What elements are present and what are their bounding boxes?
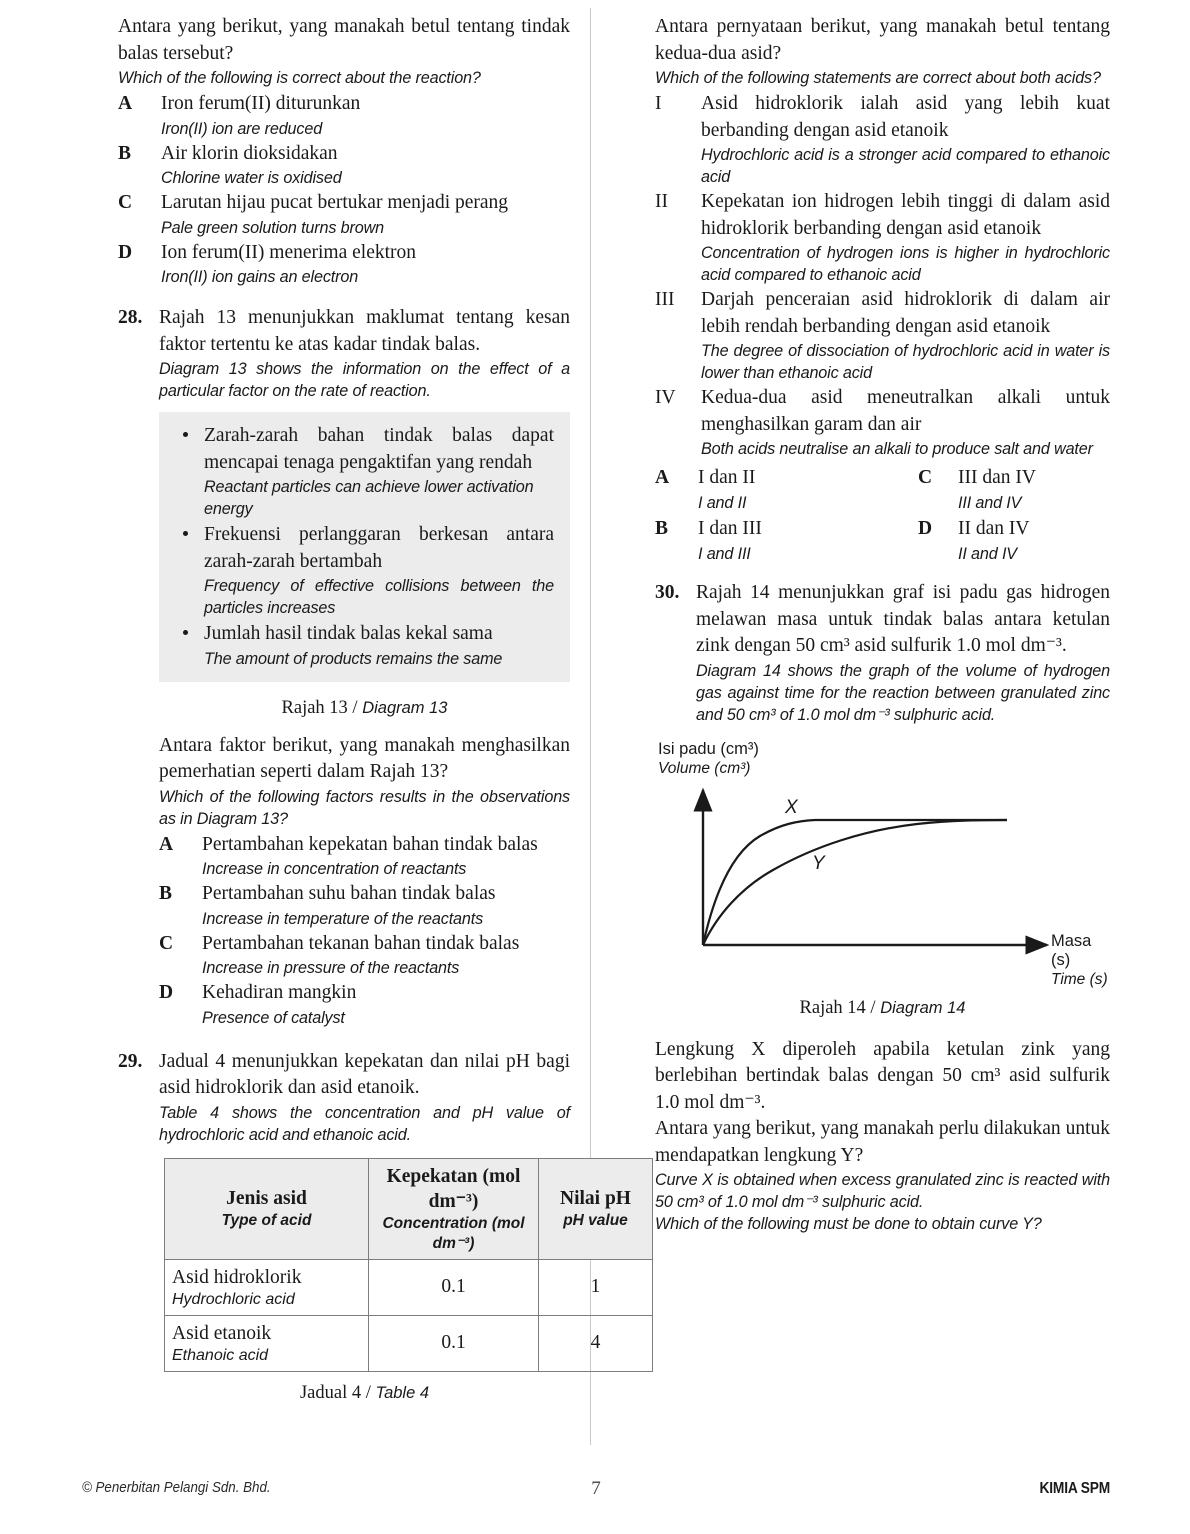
- diagram-13-bullet: [175, 423, 554, 520]
- table-4-caption: [159, 1383, 570, 1404]
- statement-ii-en: Concentration of hydrogen ions is higher in hydrochloric acid compared to ethanoic acid: [701, 244, 1110, 284]
- q30-body-en-2: Which of the following must be done to obtain curve Y?: [655, 1215, 1042, 1233]
- q29-stem-en: Which of the following statements are correct about both acids?: [655, 69, 1101, 87]
- y-axis-label-en: Volume (cm³): [658, 759, 751, 777]
- option-a[interactable]: [118, 91, 570, 140]
- option-b-label: B: [118, 142, 132, 164]
- header-ph-value-en: pH value: [563, 1212, 628, 1229]
- q28-stem-my: Antara faktor berikut, yang manakah menghasilkan pemerhatian seperti dalam Rajah 13?: [159, 734, 570, 782]
- statement-iv-en: Both acids neutralise an alkali to produce salt and water: [701, 440, 1093, 458]
- option-c[interactable]: [118, 190, 570, 239]
- option-b-label: B: [159, 883, 173, 904]
- bullet-2-my: Frekuensi perlanggaran berkesan antara zarah-zarah bertambah: [204, 524, 554, 572]
- q29-intro-my: Jadual 4 menunjukkan kepekatan dan nilai pH bagi asid hidroklorik dan asid etanoik.: [159, 1050, 570, 1098]
- option-a-text-my: I dan II: [698, 467, 756, 488]
- statement-iii-my: Darjah penceraian asid hidroklorik di dalam air lebih rendah berbanding dengan asid etanoik: [701, 289, 1110, 337]
- option-a-text-en: Increase in concentration of reactants: [202, 860, 467, 878]
- header-concentration-my: Kepekatan (mol dm⁻³): [386, 1165, 521, 1212]
- footer-subject: KIMIA SPM: [1039, 1480, 1110, 1497]
- bullet-1-en: Reactant particles can achieve lower activation energy: [204, 478, 534, 518]
- header-concentration-en: Concentration (mol dm⁻³): [382, 1214, 525, 1252]
- bullet-3-my: Jumlah hasil tindak balas kekal sama: [204, 623, 493, 644]
- statement-iii-en: The degree of dissociation of hydrochloric acid in water is lower than ethanoic acid: [701, 342, 1110, 382]
- x-axis-label-my: Masa (s): [1051, 931, 1092, 969]
- q30-intro-en: Diagram 14 shows the graph of the volume of hydrogen gas against time for the reaction between granulated zinc and 50 cm³ of 1.0 mol dm⁻³ sulphuric acid.: [696, 661, 1110, 724]
- question-29-number: 29.: [118, 1050, 143, 1072]
- diagram-14-caption-en: Diagram 14: [880, 998, 966, 1017]
- cell-acid-name-my: Asid hidroklorik: [172, 1266, 302, 1288]
- option-d-text-en: II and IV: [958, 544, 1017, 563]
- statement-iv-label: IV: [655, 387, 676, 408]
- option-b[interactable]: [159, 881, 570, 930]
- header-concentration: [369, 1158, 539, 1259]
- statement-ii-label: II: [655, 191, 668, 212]
- curve-x-label: X: [785, 796, 798, 818]
- cell-acid-name: [165, 1259, 369, 1315]
- table-row: [165, 1315, 653, 1371]
- question-30-number: 30.: [655, 582, 680, 603]
- table-4-caption-my: Jadual 4 /: [299, 1382, 376, 1403]
- diagram-13-bullet: [175, 522, 554, 619]
- bullet-icon: [183, 432, 188, 437]
- curve-y-label: Y: [812, 852, 825, 874]
- option-c[interactable]: [918, 465, 1158, 514]
- page-footer: [82, 1480, 1110, 1502]
- q28-intro-my: Rajah 13 menunjukkan maklumat tentang kesan faktor tertentu ke atas kadar tindak balas.: [159, 307, 570, 355]
- option-c-text-en: Pale green solution turns brown: [161, 218, 385, 237]
- curve-y: [703, 820, 1007, 945]
- bullet-icon: [183, 531, 188, 536]
- statement-i: [655, 91, 1110, 188]
- option-c-text-my: Larutan hijau pucat bertukar menjadi perang: [161, 192, 509, 213]
- option-b-text-en: Increase in temperature of the reactants: [202, 909, 484, 928]
- option-c-label: C: [159, 932, 174, 954]
- diagram-13-bullet: [175, 621, 554, 670]
- header-type-of-acid-en: Type of acid: [221, 1212, 312, 1229]
- q30-body-my-1: Lengkung X diperoleh apabila ketulan zink yang berlebihan bertindak balas dengan 50 cm³ asid sulfurik 1.0 mol dm⁻³.: [655, 1038, 1110, 1113]
- q29-statements: [655, 91, 1110, 460]
- q30-body-my-2: Antara yang berikut, yang manakah perlu dilakukan untuk mendapatkan lengkung Y?: [655, 1118, 1110, 1166]
- option-c[interactable]: [159, 931, 570, 980]
- option-d-text-my: II dan IV: [958, 518, 1030, 539]
- statement-ii: [655, 189, 1110, 286]
- option-a-label: A: [655, 467, 670, 488]
- table-4: [164, 1158, 653, 1372]
- question-27-tail: [118, 14, 570, 288]
- cell-ph: 1: [539, 1259, 653, 1315]
- question-28: [118, 305, 570, 1029]
- header-ph-value: [539, 1158, 653, 1259]
- q29-stem-my: Antara pernyataan berikut, yang manakah betul tentang kedua-dua asid?: [655, 16, 1110, 64]
- statement-i-label: I: [655, 93, 662, 114]
- footer-page-number: 7: [591, 1478, 601, 1499]
- statement-ii-my: Kepekatan ion hidrogen lebih tinggi di dalam asid hidroklorik berbanding dengan asid etanoik: [701, 191, 1110, 239]
- option-b-text-en: I and III: [698, 544, 751, 563]
- option-b[interactable]: [655, 516, 928, 565]
- bullet-icon: [183, 630, 188, 635]
- cell-ph: 4: [539, 1315, 653, 1371]
- header-type-of-acid-my: Jenis asid: [226, 1188, 307, 1209]
- option-b-text-my: Air klorin dioksidakan: [161, 142, 338, 164]
- option-b-text-en: Chlorine water is oxidised: [161, 169, 342, 187]
- footer-copyright: © Penerbitan Pelangi Sdn. Bhd.: [82, 1480, 271, 1496]
- option-d[interactable]: [118, 240, 570, 289]
- option-b-text-my: Pertambahan suhu bahan tindak balas: [202, 883, 496, 904]
- table-header-row: [165, 1158, 653, 1259]
- question-30: [655, 580, 1110, 726]
- option-d-text-my: Ion ferum(II) menerima elektron: [161, 241, 417, 263]
- option-d-label: D: [918, 518, 933, 539]
- diagram-13-box: [159, 412, 570, 682]
- diagram-13-caption-en: Diagram 13: [362, 698, 448, 717]
- option-d-text-en: Presence of catalyst: [202, 1008, 345, 1027]
- diagram-14-graph: [655, 740, 1110, 1010]
- option-c-text-en: III and IV: [958, 493, 1022, 512]
- bullet-1-my: Zarah-zarah bahan tindak balas dapat mencapai tenaga pengaktifan yang rendah: [204, 425, 554, 473]
- cell-acid-name-my: Asid etanoik: [172, 1322, 272, 1344]
- table-4-caption-en: Table 4: [375, 1383, 430, 1402]
- y-axis-label-my: Isi padu (cm³): [658, 739, 759, 758]
- option-d-text-my: Kehadiran mangkin: [202, 982, 357, 1003]
- statement-iv: [655, 385, 1110, 460]
- cell-concentration: 0.1: [369, 1315, 539, 1371]
- option-a-text-my: Pertambahan kepekatan bahan tindak balas: [202, 833, 538, 855]
- cell-acid-name: [165, 1315, 369, 1371]
- q28-intro-en: Diagram 13 shows the information on the effect of a particular factor on the rate of reaction.: [159, 360, 570, 400]
- graph-svg: [655, 740, 1110, 1010]
- table-row: [165, 1259, 653, 1315]
- q27-stem-en: Which of the following is correct about the reaction?: [118, 69, 481, 87]
- q29-options: [655, 464, 1110, 570]
- right-column: [655, 14, 1110, 1235]
- diagram-14-caption-my: Rajah 14 /: [799, 997, 881, 1018]
- diagram-13-caption: [159, 698, 570, 719]
- option-a-text-en: I and II: [698, 493, 747, 512]
- statement-iv-my: Kedua-dua asid meneutralkan alkali untuk menghasilkan garam dan air: [701, 387, 1110, 435]
- q30-intro-my: Rajah 14 menunjukkan graf isi padu gas hidrogen melawan masa untuk tindak balas antara ketulan zink dengan 50 cm³ asid sulfurik 1.0 mol dm⁻³.: [696, 582, 1110, 656]
- question-29: [118, 1049, 631, 1404]
- cell-acid-name-en: Hydrochloric acid: [172, 1290, 295, 1308]
- statement-iii-label: III: [655, 289, 675, 310]
- option-d-text-en: Iron(II) ion gains an electron: [161, 268, 359, 286]
- option-b-text-my: I dan III: [698, 518, 762, 539]
- curve-x: [703, 820, 1007, 945]
- question-28-number: 28.: [118, 307, 143, 328]
- option-c-text-en: Increase in pressure of the reactants: [202, 959, 460, 977]
- q28-options: [159, 832, 570, 1029]
- option-c-label: C: [118, 192, 133, 213]
- option-a-label: A: [118, 93, 133, 114]
- option-a[interactable]: [159, 832, 570, 881]
- header-ph-value-my: Nilai pH: [560, 1188, 631, 1209]
- option-a-text-en: Iron(II) ion are reduced: [161, 119, 323, 138]
- header-type-of-acid: [165, 1158, 369, 1259]
- option-d[interactable]: [159, 980, 570, 1029]
- option-c-label: C: [918, 467, 933, 488]
- option-c-text-my: Pertambahan tekanan bahan tindak balas: [202, 932, 520, 954]
- q27-options: [118, 91, 570, 288]
- option-a-label: A: [159, 833, 174, 855]
- bullet-3-en: The amount of products remains the same: [204, 649, 503, 668]
- option-b-label: B: [655, 518, 669, 539]
- cell-acid-name-en: Ethanoic acid: [172, 1346, 269, 1364]
- option-a[interactable]: [655, 465, 928, 514]
- bullet-2-en: Frequency of effective collisions between the particles increases: [204, 577, 554, 617]
- statement-i-my: Asid hidroklorik ialah asid yang lebih kuat berbanding dengan asid etanoik: [701, 93, 1110, 141]
- option-a-text-my: Iron ferum(II) diturunkan: [161, 93, 361, 114]
- q27-stem-my: Antara yang berikut, yang manakah betul tentang tindak balas tersebut?: [118, 16, 570, 64]
- option-c-text-my: III dan IV: [958, 467, 1036, 488]
- option-d-label: D: [118, 241, 133, 263]
- q30-body-en-1: Curve X is obtained when excess granulated zinc is reacted with 50 cm³ of 1.0 mol dm⁻³ sulphuric acid.: [655, 1171, 1110, 1211]
- left-column: [118, 14, 631, 1404]
- option-b[interactable]: [118, 141, 570, 190]
- statement-i-en: Hydrochloric acid is a stronger acid compared to ethanoic acid: [701, 146, 1110, 186]
- cell-concentration: 0.1: [369, 1259, 539, 1315]
- diagram-13-caption-my: Rajah 13 /: [281, 697, 363, 718]
- statement-iii: [655, 287, 1110, 384]
- q29-intro-en: Table 4 shows the concentration and pH value of hydrochloric acid and ethanoic acid.: [159, 1103, 570, 1144]
- x-axis-label-en: Time (s): [1051, 970, 1108, 988]
- option-d-label: D: [159, 982, 174, 1003]
- option-d[interactable]: [918, 516, 1158, 565]
- question-29-continued: [655, 14, 1110, 570]
- q28-stem-en: Which of the following factors results in the observations as in Diagram 13?: [159, 787, 570, 828]
